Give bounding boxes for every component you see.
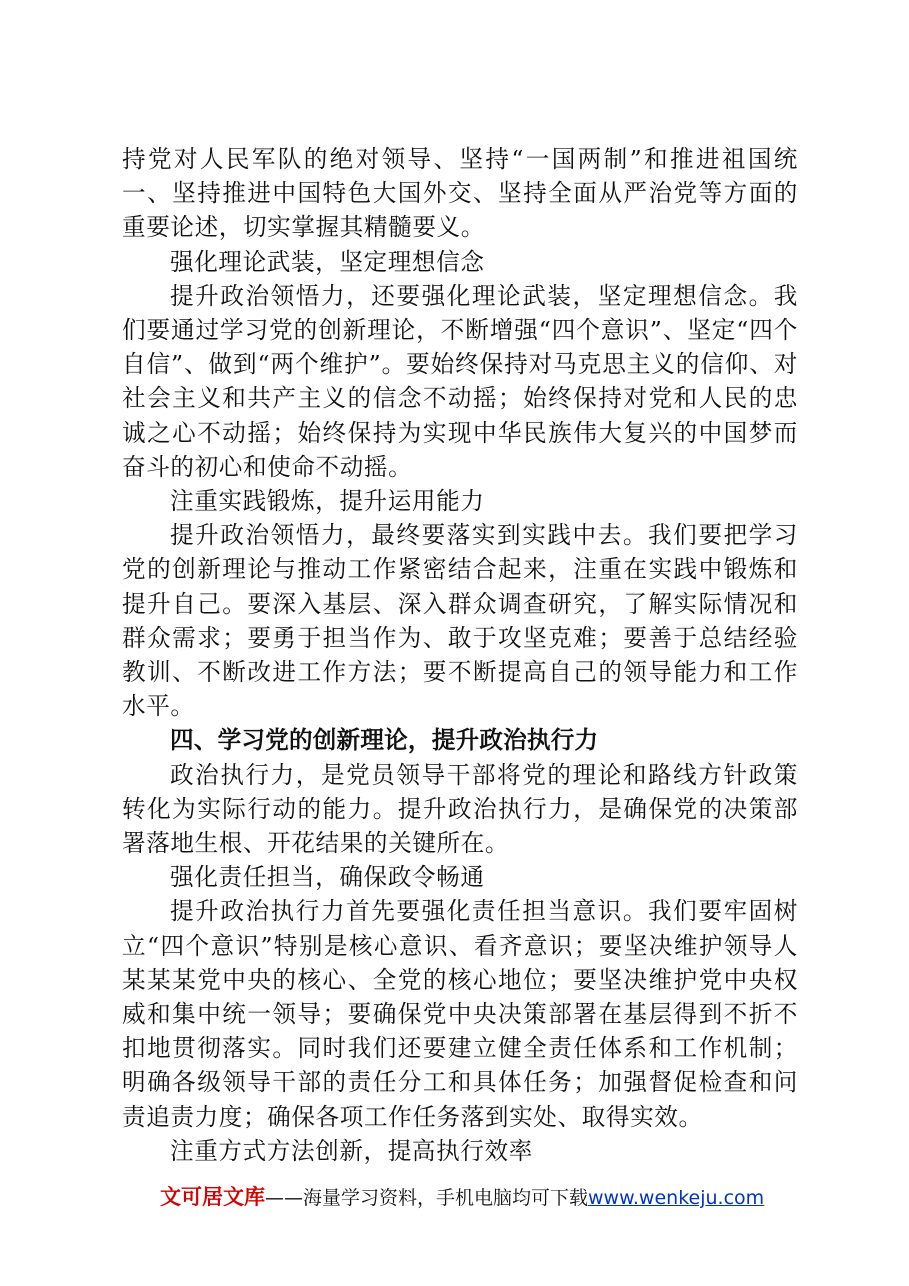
subheading-practice: 注重实践锻炼，提升运用能力 bbox=[170, 487, 485, 516]
body-paragraph: 提升政治执行力首先要强化责任担当意识。我们要牢固树立“四个意识”特别是核心意识、看齐意识；要坚决维护领导人某某某党中央的核心、全党的核心地位；要坚决维护党中央权威和集中统一领导；要确保党中央决策部署在基层得到不折不扣地贯彻落实。同时我们还要建立健全责任体系和工作机制；明确各级领导干部的责任分工和具体任务；加强督促检查和问责追责力度；确保各项工作任务落到实处、取得实效。 bbox=[122, 897, 798, 1131]
body-paragraph: 提升政治领悟力，最终要落实到实践中去。我们要把学习党的创新理论与推动工作紧密结合起来，注重在实践中锻炼和提升自己。要深入基层、深入群众调查研究，了解实际情况和群众需求；要勇于担当作为、敢于攻坚克难；要善于总结经验教训、不断改进工作方法；要不断提高自己的领导能力和工作水平。 bbox=[122, 521, 798, 721]
footer-tagline: ——海量学习资料，手机电脑均可下载 bbox=[265, 1187, 589, 1209]
body-paragraph: 政治执行力，是党员领导干部将党的理论和路线方针政策转化为实际行动的能力。提升政治执行力，是确保党的决策部署落地生根、开花结果的关键所在。 bbox=[122, 760, 798, 858]
footer-brand: 文可居文库 bbox=[160, 1185, 265, 1209]
footer-site-link[interactable]: www.wenkeju.com bbox=[588, 1187, 765, 1209]
subheading-theory: 强化理论武装，坚定理想信念 bbox=[170, 247, 485, 276]
section-heading-four: 四、学习党的创新理论，提升政治执行力 bbox=[170, 726, 599, 755]
subheading-method: 注重方式方法创新，提高执行效率 bbox=[170, 1136, 533, 1165]
continued-paragraph: 持党对人民军队的绝对领导、坚持“一国两制”和推进祖国统一、坚持推进中国特色大国外交、坚持全面从严治党等方面的重要论述，切实掌握其精髓要义。 bbox=[122, 145, 798, 242]
footer-banner bbox=[160, 1183, 800, 1212]
body-paragraph: 提升政治领悟力，还要强化理论武装，坚定理想信念。我们要通过学习党的创新理论，不断增强“四个意识”、坚定“四个自信”、做到“两个维护”。要始终保持对马克思主义的信仰、对社会主义和共产主义的信念不动摇；始终保持对党和人民的忠诚之心不动摇；始终保持为实现中华民族伟大复兴的中国梦而奋斗的初心和使命不动摇。 bbox=[122, 281, 798, 481]
subheading-responsibility: 强化责任担当，确保政令畅通 bbox=[170, 863, 485, 892]
document-body bbox=[122, 142, 798, 1168]
